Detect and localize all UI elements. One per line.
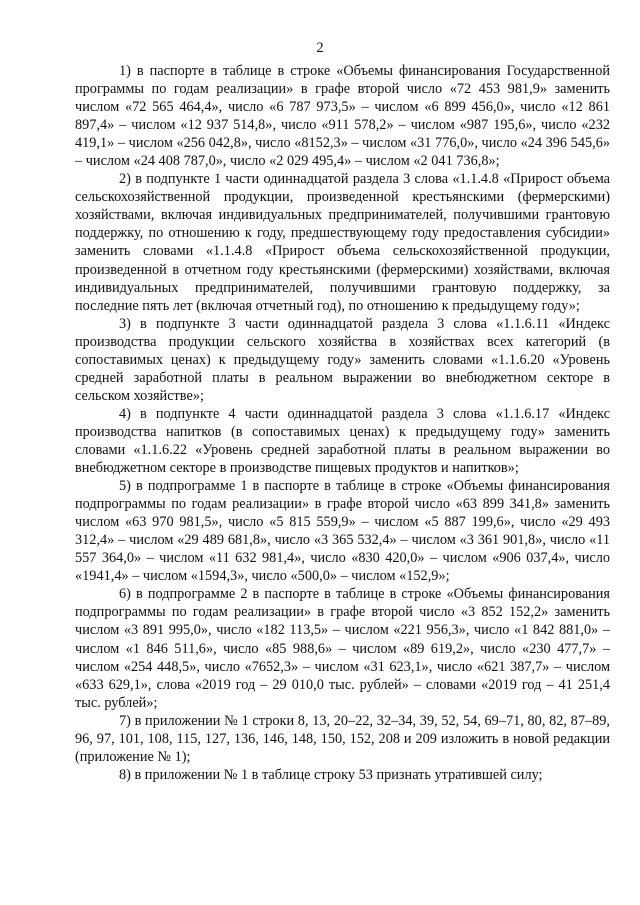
amendment-item-3: 3) в подпункте 3 части одиннадцатой раздела 3 слова «1.1.6.11 «Индекс производства продукции сельского хозяйства в хозяйствах всех категорий (в сопоставимых ценах) к предыдущему году» заменить словами «1.1.6.20 «Уровень средней заработной платы в реальном выражении во внебюджетном секторе в сельском хозяйстве»; [75,315,610,404]
amendment-item-5: 5) в подпрограмме 1 в паспорте в таблице в строке «Объемы финансирования подпрограммы по годам реализации» в графе второй число «63 899 341,8» заменить числом «63 970 981,5», число «5 815 559,9» – числом «5 887 199,6», число «29 493 312,4» – числом «29 489 681,8», число «3 365 532,4» – числом «3 361 901,8», число «11 557 364,0» – числом «11 632 981,4», число «830 420,0» – числом «906 037,4», число «1941,4» – числом «1594,3», число «500,0» – числом «152,9»; [75,478,610,585]
document-body [75,62,610,784]
amendment-item-7: 7) в приложении № 1 строки 8, 13, 20–22, 32–34, 39, 52, 54, 69–71, 80, 82, 87–89, 96, 97, 101, 108, 115, 127, 136, 146, 148, 150, 152, 208 и 209 изложить в новой редакции (приложение № 1); [75,712,610,765]
amendment-item-2: 2) в подпункте 1 части одиннадцатой раздела 3 слова «1.1.4.8 «Прирост объема сельскохозяйственной продукции, произведенной крестьянскими (фермерскими) хозяйствами, включая индивидуальных предпринимателей, получившими грантовую поддержку, по отношению к году, предшествующему году предоставления субсидии» заменить словами «1.1.4.8 «Прирост объема сельскохозяйственной продукции, произведенной в отчетном году крестьянскими (фермерскими) хозяйствами, включая индивидуальных предпринимателей, получившими грантовую поддержку, за последние пять лет (включая отчетный год), по отношению к предыдущему году»; [75,171,610,314]
amendment-item-4: 4) в подпункте 4 части одиннадцатой раздела 3 слова «1.1.6.17 «Индекс производства напитков (в сопоставимых ценах) к предыдущему году» заменить словами «1.1.6.22 «Уровень средней заработной платы в реальном выражении во внебюджетном секторе в производстве пищевых продуктов и напитков»; [75,405,610,477]
page-number: 2 [316,40,324,56]
amendment-item-8: 8) в приложении № 1 в таблице строку 53 признать утратившей силу; [119,766,543,783]
amendment-item-1: 1) в паспорте в таблице в строке «Объемы финансирования Государственной программы по годам реализации» в графе второй число «72 453 981,9» заменить числом «72 565 464,4», число «6 787 973,5» – числом «6 899 456,0», число «12 861 897,4» – числом «12 937 514,8», число «911 578,2» – числом «987 195,6», число «232 419,1» – числом «256 042,8», число «8152,3» – числом «31 776,0», число «24 396 545,6» – числом «24 408 787,0», число «2 029 495,4» – числом «2 041 736,8»; [75,63,610,170]
amendment-item-6: 6) в подпрограмме 2 в паспорте в таблице в строке «Объемы финансирования подпрограммы по годам реализации» в графе второй число «3 852 152,2» заменить числом «3 891 995,0», число «182 113,5» – числом «221 956,3», число «1 842 881,0» – числом «1 846 511,6», число «85 988,6» – числом «89 619,2», число «230 477,7» – числом «254 448,5», число «7652,3» – числом «31 623,1», число «621 387,7» – числом «633 629,1», слова «2019 год – 29 010,0 тыс. рублей» – словами «2019 год – 41 251,4 тыс. рублей»; [75,586,610,711]
